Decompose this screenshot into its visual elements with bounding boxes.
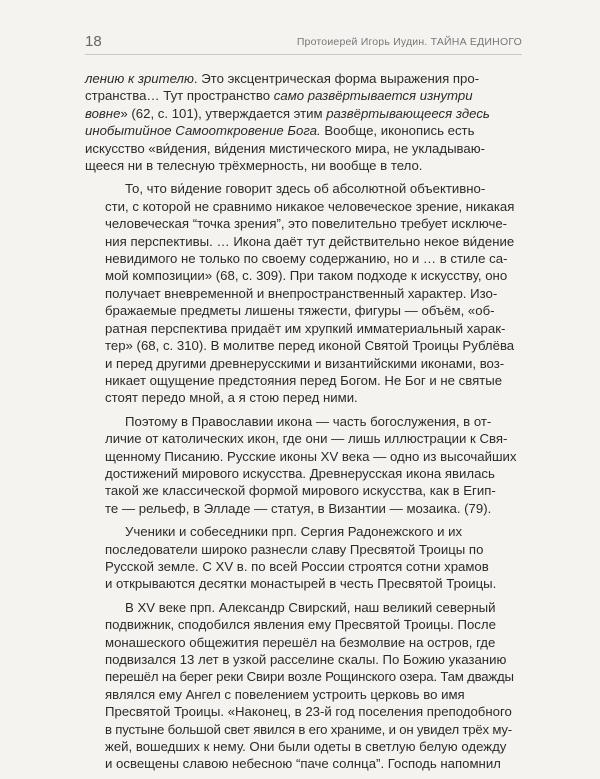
text-segment: . Это эксцентрическая форма выражения про- [193,71,480,86]
body-text [85,70,520,779]
italic-text: лению к зрителю [85,71,194,86]
text-segment: стоят передо мной, а я стою перед ними. [105,390,358,406]
text-segment: Ученики и собеседники прп. Сергия Радонежского и их [125,524,463,540]
text-line [85,651,520,668]
paragraph [85,523,520,593]
text-segment: такой же классической формой мирового искусства, как в Егип- [105,483,496,499]
text-segment: жей, вошедших к нему. Они были одеты в светлую белую одежду [105,739,507,755]
text-segment: Поэтому в Православии икона — часть богослужения, в от- [125,413,492,429]
italic-text: вовне [85,105,121,121]
text-line [85,541,520,558]
italic-text: само развёртывается изнутри [273,88,473,104]
text-segment: В XV веке прп. Александр Свирский, наш великий северный [125,599,496,615]
text-line [85,413,520,430]
text-line [85,87,520,104]
text-line [85,157,520,174]
text-line [85,122,520,139]
text-line [85,634,520,651]
text-line [85,198,520,215]
running-head: Протоиерей Игорь Иудин. ТАЙНА ЕДИНОГО [296,36,522,48]
text-line [85,180,520,197]
text-line [85,285,520,302]
text-line [85,215,520,232]
text-line [85,721,520,738]
text-line [85,267,520,284]
text-segment: мой композиции» (68, с. 309). При таком подходе к искусству, оно [105,268,508,284]
text-line [85,320,520,337]
text-segment: человеческая “точка зрения”, это повелительно требует исключе- [105,216,508,232]
text-segment: Русской земле. С XV в. по всей России строятся сотни храмов [105,558,489,574]
text-line [85,738,520,755]
text-segment: подвизался 13 лет в узкой расселине скалы. По Божию указанию [105,652,507,667]
text-segment: подвижник, сподобился явления ему Пресвятой Троицы. После [105,617,496,633]
text-segment: То, что ви́дение говорит здесь об абсолютной объективно- [125,181,486,197]
italic-text: инобытийное Самооткровение Бога. [85,123,321,139]
text-segment: Пресвятой Троицы. «Наконец, в 23-й год поселения преподобного [105,704,512,720]
text-line [85,616,520,633]
text-segment: сти, с которой не сравнимо никакое человеческое зрение, никакая [105,198,515,214]
text-line [85,70,520,87]
text-segment: бражаемые предметы лишены тяжести, фигуры — объём, «об- [105,303,495,319]
text-line [85,337,520,354]
text-line [85,703,520,720]
text-segment: искусство «ви́дения, ви́дения мистического мира, не укладываю- [85,140,486,156]
text-line [85,372,520,389]
page-header [85,33,522,55]
text-segment: те — рельеф, в Элладе — статуя, в Византии — мозаика. (79). [105,500,492,516]
text-segment: в пустыне большой свет явился в его хранимe, и он увидел трёх му- [105,721,512,737]
text-line [85,575,520,592]
text-line [85,389,520,406]
italic-text: развёртывающееся здесь [326,105,490,121]
text-line [85,233,520,250]
text-segment: монашеского общежития перешёл на безмолвие на остров, где [105,634,496,650]
paragraph [85,70,520,174]
text-line [85,355,520,372]
paragraph [85,413,520,517]
text-segment: перешёл на берег реки Свири возле Рощинского озера. Там дважды [105,669,514,685]
text-segment: щееся ни в телесную трёхмерность, ни вообще в тело. [85,158,423,174]
text-segment: получает вневременной и внепространственный характер. Изо- [105,285,498,301]
paragraph [85,180,520,406]
text-segment: и освещены славою небесною “паче солнца”. Господь напомнил [105,756,501,772]
text-segment: никает ощущение предстояния перед Богом. Не Бог и не святые [105,372,503,388]
text-segment: ратная перспектива придаёт им хрупкий имматериальный харак- [105,320,506,336]
text-line [85,448,520,465]
text-line [85,302,520,319]
text-segment: и перед другими древнерусскими и византийскими иконами, воз- [105,355,505,371]
text-segment: являлся ему Ангел с повелением устроить церковь во имя [105,686,465,702]
text-line [85,500,520,517]
text-line [85,686,520,703]
text-segment: » (62, с. 101), утверждается этим [120,105,327,121]
text-segment: личие от католических икон, где они — лишь иллюстрации к Свя- [105,431,508,447]
text-line [85,523,520,540]
text-segment: и открываются десятки монастырей в честь Пресвятой Троицы. [105,576,497,592]
text-segment: ния перспективы. … Икона даёт тут действительно некое ви́дение [105,233,515,249]
text-segment: щенному Писанию. Русские иконы XV века — одно из высочайших [105,448,517,464]
text-line [85,105,520,122]
text-segment: странства… Тут пространство [85,88,274,104]
text-line [85,430,520,447]
text-line [85,558,520,575]
text-segment: Вообще, иконопись есть [320,123,475,139]
text-line [85,482,520,499]
text-segment: тер» (68, с. 310). В молитве перед иконой Святой Троицы Рублёва [105,338,515,354]
text-segment: последователи широко разнесли славу Пресвятой Троицы по [105,541,484,557]
text-line [85,250,520,267]
text-line [85,668,520,685]
text-segment: достижений мирового искусства. Древнерусская икона явилась [105,465,495,481]
paragraph [85,599,520,773]
text-line [85,599,520,616]
text-segment: невидимого не только по своему содержанию, но и … в стиле са- [105,251,508,267]
text-line [85,465,520,482]
page-number: 18 [85,33,102,50]
text-line [85,755,520,772]
text-line [85,140,520,157]
